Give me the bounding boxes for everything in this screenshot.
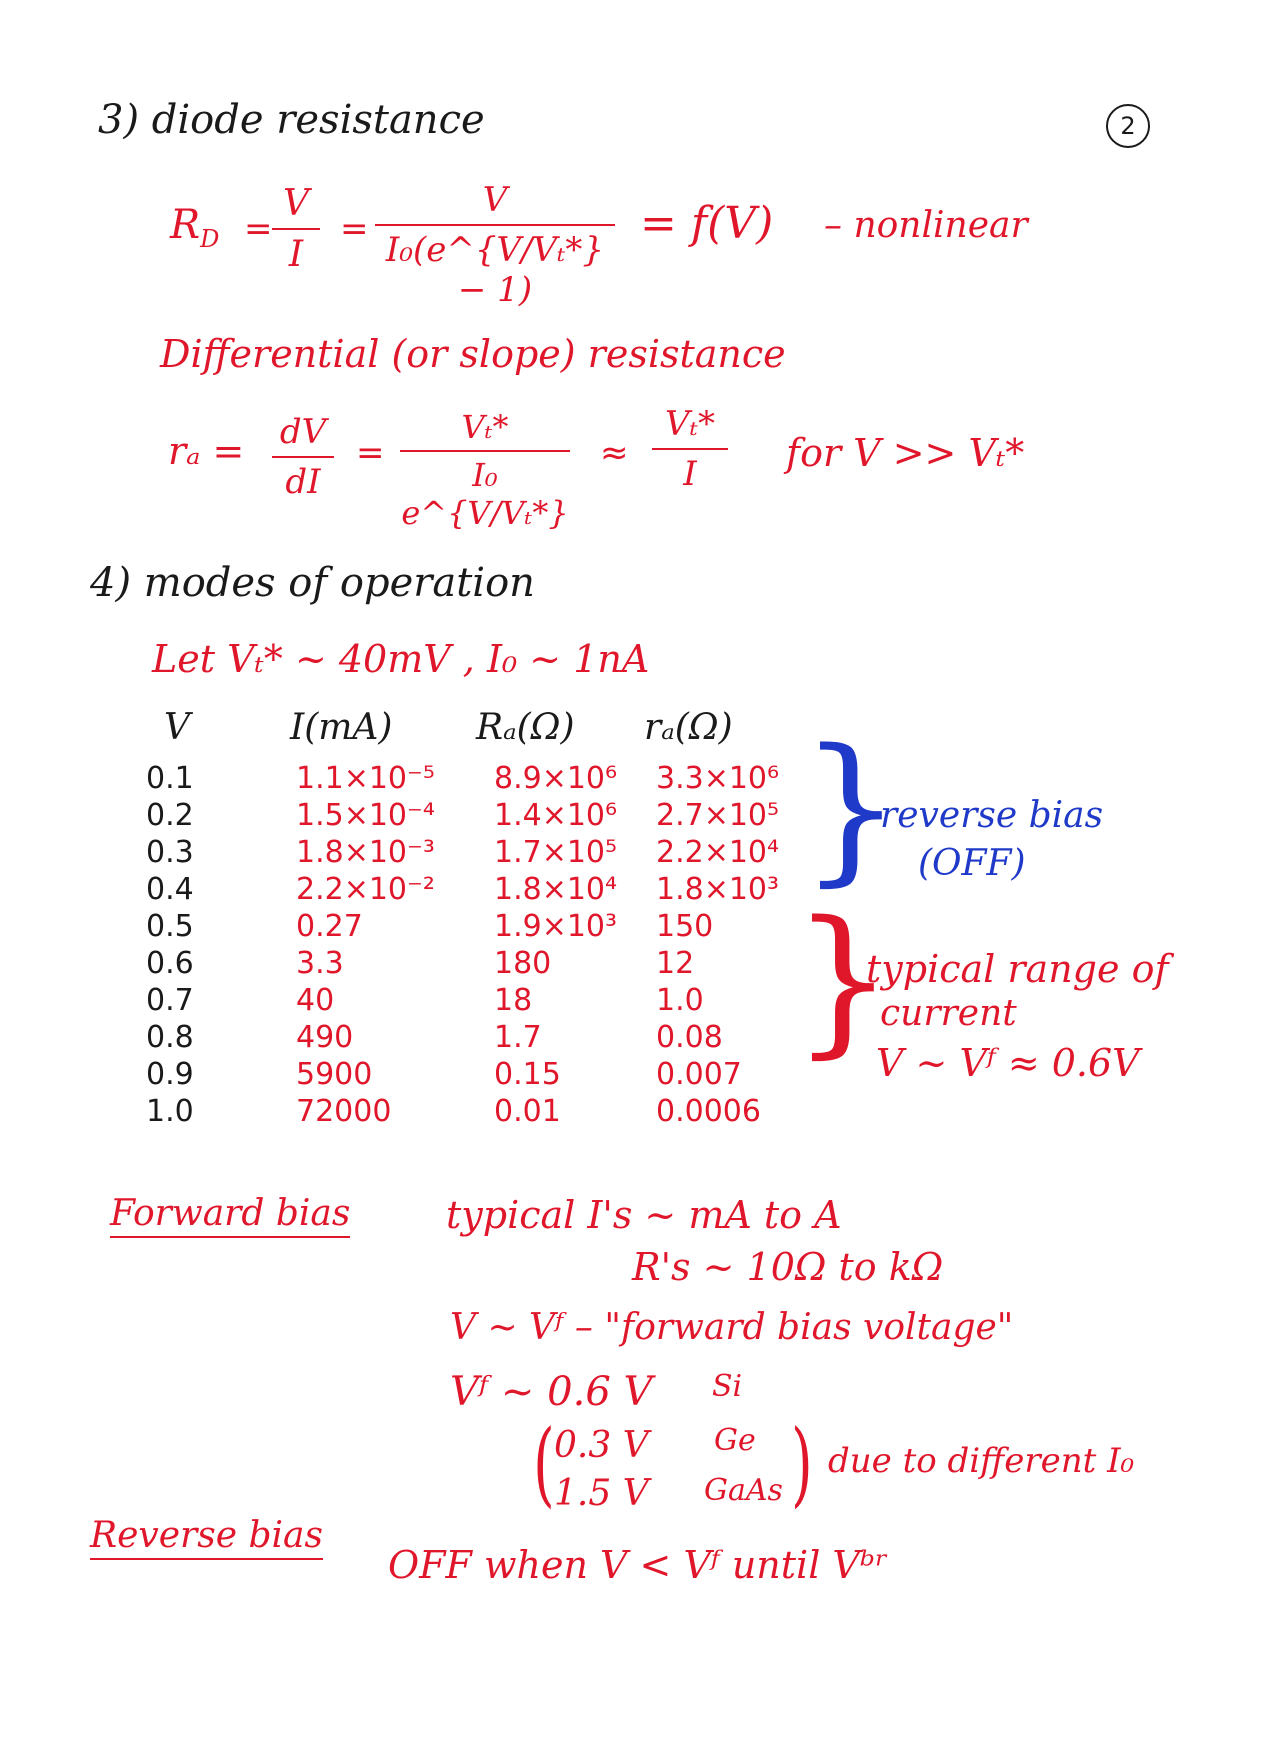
table-cell: 72000	[296, 1094, 392, 1129]
table-cell: 1.8×10⁴	[494, 872, 618, 907]
table-cell: 0.15	[494, 1057, 561, 1092]
table-cell: 0.2	[146, 798, 194, 833]
reverse-bias-label: reverse bias	[880, 795, 1104, 836]
table-cell: 1.0	[656, 983, 704, 1018]
table-cell: 0.0006	[656, 1094, 761, 1129]
approx-sign: ≈	[600, 433, 629, 473]
table-cell: 0.6	[146, 946, 194, 981]
table-cell: 0.7	[146, 983, 194, 1018]
ge-voltage: 0.3 V	[554, 1425, 649, 1466]
si-material: Si	[712, 1369, 743, 1404]
v-over-i-fraction: V I	[272, 183, 320, 275]
table-cell: 0.5	[146, 909, 194, 944]
big-fraction: V I₀(e^{V/Vₜ*} − 1)	[375, 180, 615, 310]
column-rd	[494, 760, 617, 1130]
table-cell: 1.8×10⁻³	[296, 835, 435, 870]
gaas-material: GaAs	[704, 1473, 783, 1508]
table-cell: 1.0	[146, 1094, 194, 1129]
typical-brace: }	[792, 886, 894, 1073]
reverse-brace: }	[800, 714, 902, 901]
table-cell: 18	[494, 983, 533, 1018]
table-cell: 0.01	[494, 1094, 561, 1129]
off-label: (OFF)	[918, 843, 1026, 884]
table-cell: 1.7	[494, 1020, 542, 1055]
table-cell: 150	[656, 909, 714, 944]
table-cell: 3.3×10⁶	[656, 761, 780, 796]
table-cell: 1.9×10³	[494, 909, 618, 944]
header-rd-small: rₐ(Ω)	[644, 707, 733, 748]
rd-differential-lhs: rₐ =	[168, 429, 245, 473]
table-cell: 3.3	[296, 946, 344, 981]
ge-material: Ge	[714, 1423, 756, 1458]
reverse-bias-heading: Reverse bias	[90, 1518, 323, 1560]
table-cell: 1.7×10⁵	[494, 835, 618, 870]
table-cell: 2.2×10⁻²	[296, 872, 435, 907]
differential-heading: Differential (or slope) resistance	[160, 332, 786, 376]
section3-heading: 3) diode resistance	[98, 97, 485, 143]
table-cell: 2.2×10⁴	[656, 835, 780, 870]
table-cell: 1.1×10⁻⁵	[296, 761, 435, 796]
rd-lhs: $R_D$	[170, 202, 220, 253]
gaas-voltage: 1.5 V	[554, 1473, 649, 1514]
forward-bias-heading: Forward bias	[110, 1196, 350, 1238]
column-v	[146, 760, 194, 1130]
table-cell: 180	[494, 946, 552, 981]
table-cell: 0.007	[656, 1057, 742, 1092]
table-cell: 0.27	[296, 909, 363, 944]
header-i: I(mA)	[290, 707, 393, 748]
vf-approx-label: V ~ Vᶠ ≈ 0.6V	[876, 1041, 1140, 1085]
column-rd-small	[656, 760, 779, 1130]
table-cell: 0.08	[656, 1020, 723, 1055]
table-cell: 0.9	[146, 1057, 194, 1092]
current-label: current	[880, 993, 1017, 1034]
header-v: V	[164, 707, 190, 748]
forward-line-voltage: V ~ Vᶠ – "forward bias voltage"	[450, 1307, 1014, 1348]
table-cell: 40	[296, 983, 335, 1018]
table-cell: 0.3	[146, 835, 194, 870]
table-cell: 0.4	[146, 872, 194, 907]
equals-f-of-v: = f(V)	[640, 198, 774, 249]
table-cell: 490	[296, 1020, 354, 1055]
close-paren: )	[791, 1410, 813, 1517]
table-cell: 1.8×10³	[656, 872, 780, 907]
forward-line-resistances: R's ~ 10Ω to kΩ	[632, 1245, 944, 1289]
table-cell: 0.1	[146, 761, 194, 796]
header-rd: Rₐ(Ω)	[476, 707, 575, 748]
eq-sign-1: =	[244, 209, 273, 249]
vt-over-i0-fraction: Vₜ* I₀ e^{V/Vₜ*}	[401, 408, 569, 532]
table-cell: 0.8	[146, 1020, 194, 1055]
vf-si-value: Vᶠ ~ 0.6 V	[450, 1369, 653, 1415]
open-paren: (	[533, 1410, 555, 1517]
vt-over-i-fraction: Vₜ* I	[652, 404, 728, 494]
page-number: 2	[1106, 104, 1150, 148]
table-cell: 1.4×10⁶	[494, 798, 618, 833]
eq-sign-2: =	[340, 209, 369, 249]
column-i	[296, 760, 435, 1130]
table-cell: 1.5×10⁻⁴	[296, 798, 435, 833]
table-cell: 5900	[296, 1057, 373, 1092]
nonlinear-label: – nonlinear	[824, 205, 1028, 246]
let-assumptions: Let Vₜ* ~ 40mV , I₀ ~ 1nA	[152, 637, 650, 681]
eq-sign-3: =	[356, 433, 385, 473]
table-cell: 12	[656, 946, 695, 981]
condition-label: for V >> Vₜ*	[786, 431, 1025, 475]
typical-range-label: typical range of	[866, 947, 1169, 991]
reverse-bias-text: OFF when V < Vᶠ until Vᵇʳ	[388, 1543, 889, 1587]
due-to-different-i0: due to different I₀	[828, 1441, 1135, 1481]
section4-heading: 4) modes of operation	[90, 560, 535, 606]
dv-di-fraction: dV dI	[272, 412, 334, 502]
table-cell: 2.7×10⁵	[656, 798, 780, 833]
forward-line-currents: typical I's ~ mA to A	[446, 1193, 842, 1237]
table-cell: 8.9×10⁶	[494, 761, 618, 796]
